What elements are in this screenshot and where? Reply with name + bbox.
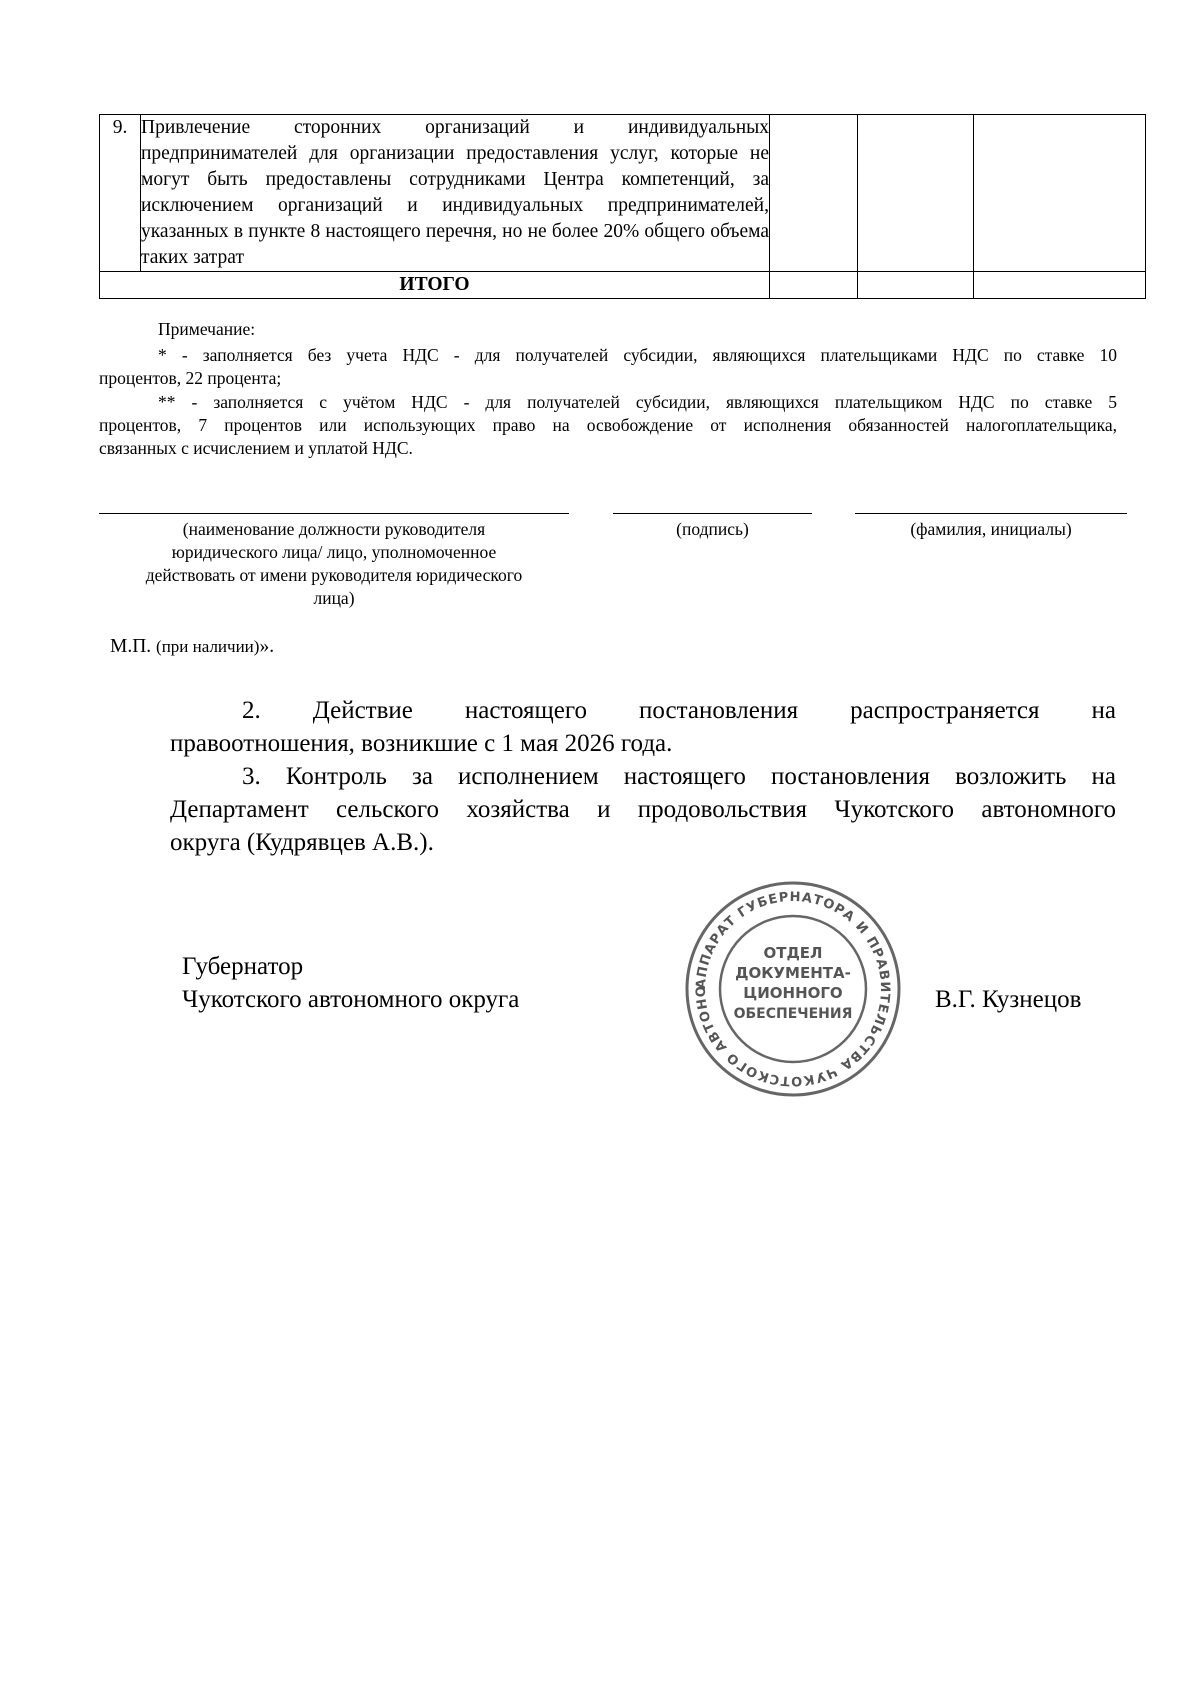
costs-table [99, 114, 1146, 299]
caption-line: (наименование должности руководителя [182, 519, 486, 539]
signatory-title [182, 950, 519, 1016]
signature-caption: (подпись) [676, 519, 749, 539]
seal-place-end: ». [259, 636, 275, 657]
table-cell [974, 115, 1146, 272]
seal-place-note: (при наличии) [156, 637, 260, 656]
paragraph-line: округа (Кудрявцев А.В.). [170, 829, 434, 856]
caption-line: действовать от имени руководителя юридического [145, 565, 523, 585]
position-underline [99, 513, 569, 514]
note-line: ** - заполняется с учётом НДС - для получателей субсидии, являющихся плательщиком НДС по ставке 5 [158, 392, 1117, 412]
row-description-line: предпринимателей, указанных в пункте 8 настоящего перечня, но [141, 195, 769, 242]
paragraph-line: 2. Действие настоящего постановления распространяется на [242, 697, 1116, 724]
signatory-title-line: Чукотского автономного округа [182, 986, 520, 1013]
note-line: процентов, 22 процента; [99, 368, 282, 388]
paragraph-line: 3. Контроль за исполнением настоящего постановления возложить на [242, 763, 1116, 790]
seal-place-label: М.П. [110, 636, 152, 657]
table-row [100, 115, 1146, 272]
name-caption: (фамилия, инициалы) [910, 519, 1072, 539]
table-cell [770, 115, 858, 272]
paragraph-line: правоотношения, возникшие с 1 мая 2026 года. [170, 730, 673, 757]
stamp-icon [682, 878, 904, 1100]
table-row-total [100, 272, 1146, 299]
table-cell [974, 272, 1146, 299]
note-line: * - заполняется без учета НДС - для получателей субсидии, являющихся плательщиками НДС по ставке 10 [158, 345, 1117, 365]
row-description-line: компетенций, за исключением организаций и индивидуальных [141, 169, 769, 216]
row-number: 9. [100, 115, 141, 272]
row-description-line: Привлечение сторонних организаций и индивидуальных [141, 117, 769, 138]
caption-line: лица) [313, 588, 355, 608]
name-underline [855, 513, 1127, 514]
official-stamp [682, 878, 904, 1100]
paragraph-2 [170, 694, 1116, 760]
row-description-line: предпринимателей для организации предоставления услуг, [141, 143, 659, 164]
table-cell [770, 272, 858, 299]
note-title: Примечание: [158, 319, 256, 339]
paragraph-3 [170, 760, 1116, 859]
caption-line: юридического лица/ лицо, уполномоченное [171, 542, 497, 562]
table-cell [858, 115, 974, 272]
stamp-center-line: ДОКУМЕНТА- [735, 964, 851, 982]
note-line: процентов, 7 процентов или использующих право на освобождение от исполнения обязанностей налогоплательщика, [99, 415, 1117, 435]
position-caption [99, 518, 569, 610]
table-cell [858, 272, 974, 299]
signature-underline [613, 513, 812, 514]
stamp-center-line: ЦИОННОГО [743, 984, 843, 1002]
signatory-name: В.Г. Кузнецов [935, 986, 1082, 1013]
row-description-line: которые не могут быть предоставлены сотрудниками Центра [141, 143, 769, 190]
row-description [141, 115, 770, 272]
total-label: ИТОГО [100, 272, 770, 299]
stamp-ring-path: АППАРАТ ГУБЕРНАТОРА И ПРАВИТЕЛЬСТВА ЧУКОТСКОГО АВТОНО [693, 889, 893, 1089]
stamp-center-line: ОБЕСПЕЧЕНИЯ [733, 1006, 853, 1022]
signatory-title-line: Губернатор [182, 953, 304, 980]
note-line: связанных с исчислением и уплатой НДС. [99, 438, 413, 458]
seal-place [110, 636, 274, 658]
paragraph-line: Департамент сельского хозяйства и продовольствия Чукотского автономного [170, 796, 1116, 823]
stamp-center-line: ОТДЕЛ [763, 944, 823, 962]
row-description-line: не более 20% общего объема таких затрат [141, 221, 770, 268]
